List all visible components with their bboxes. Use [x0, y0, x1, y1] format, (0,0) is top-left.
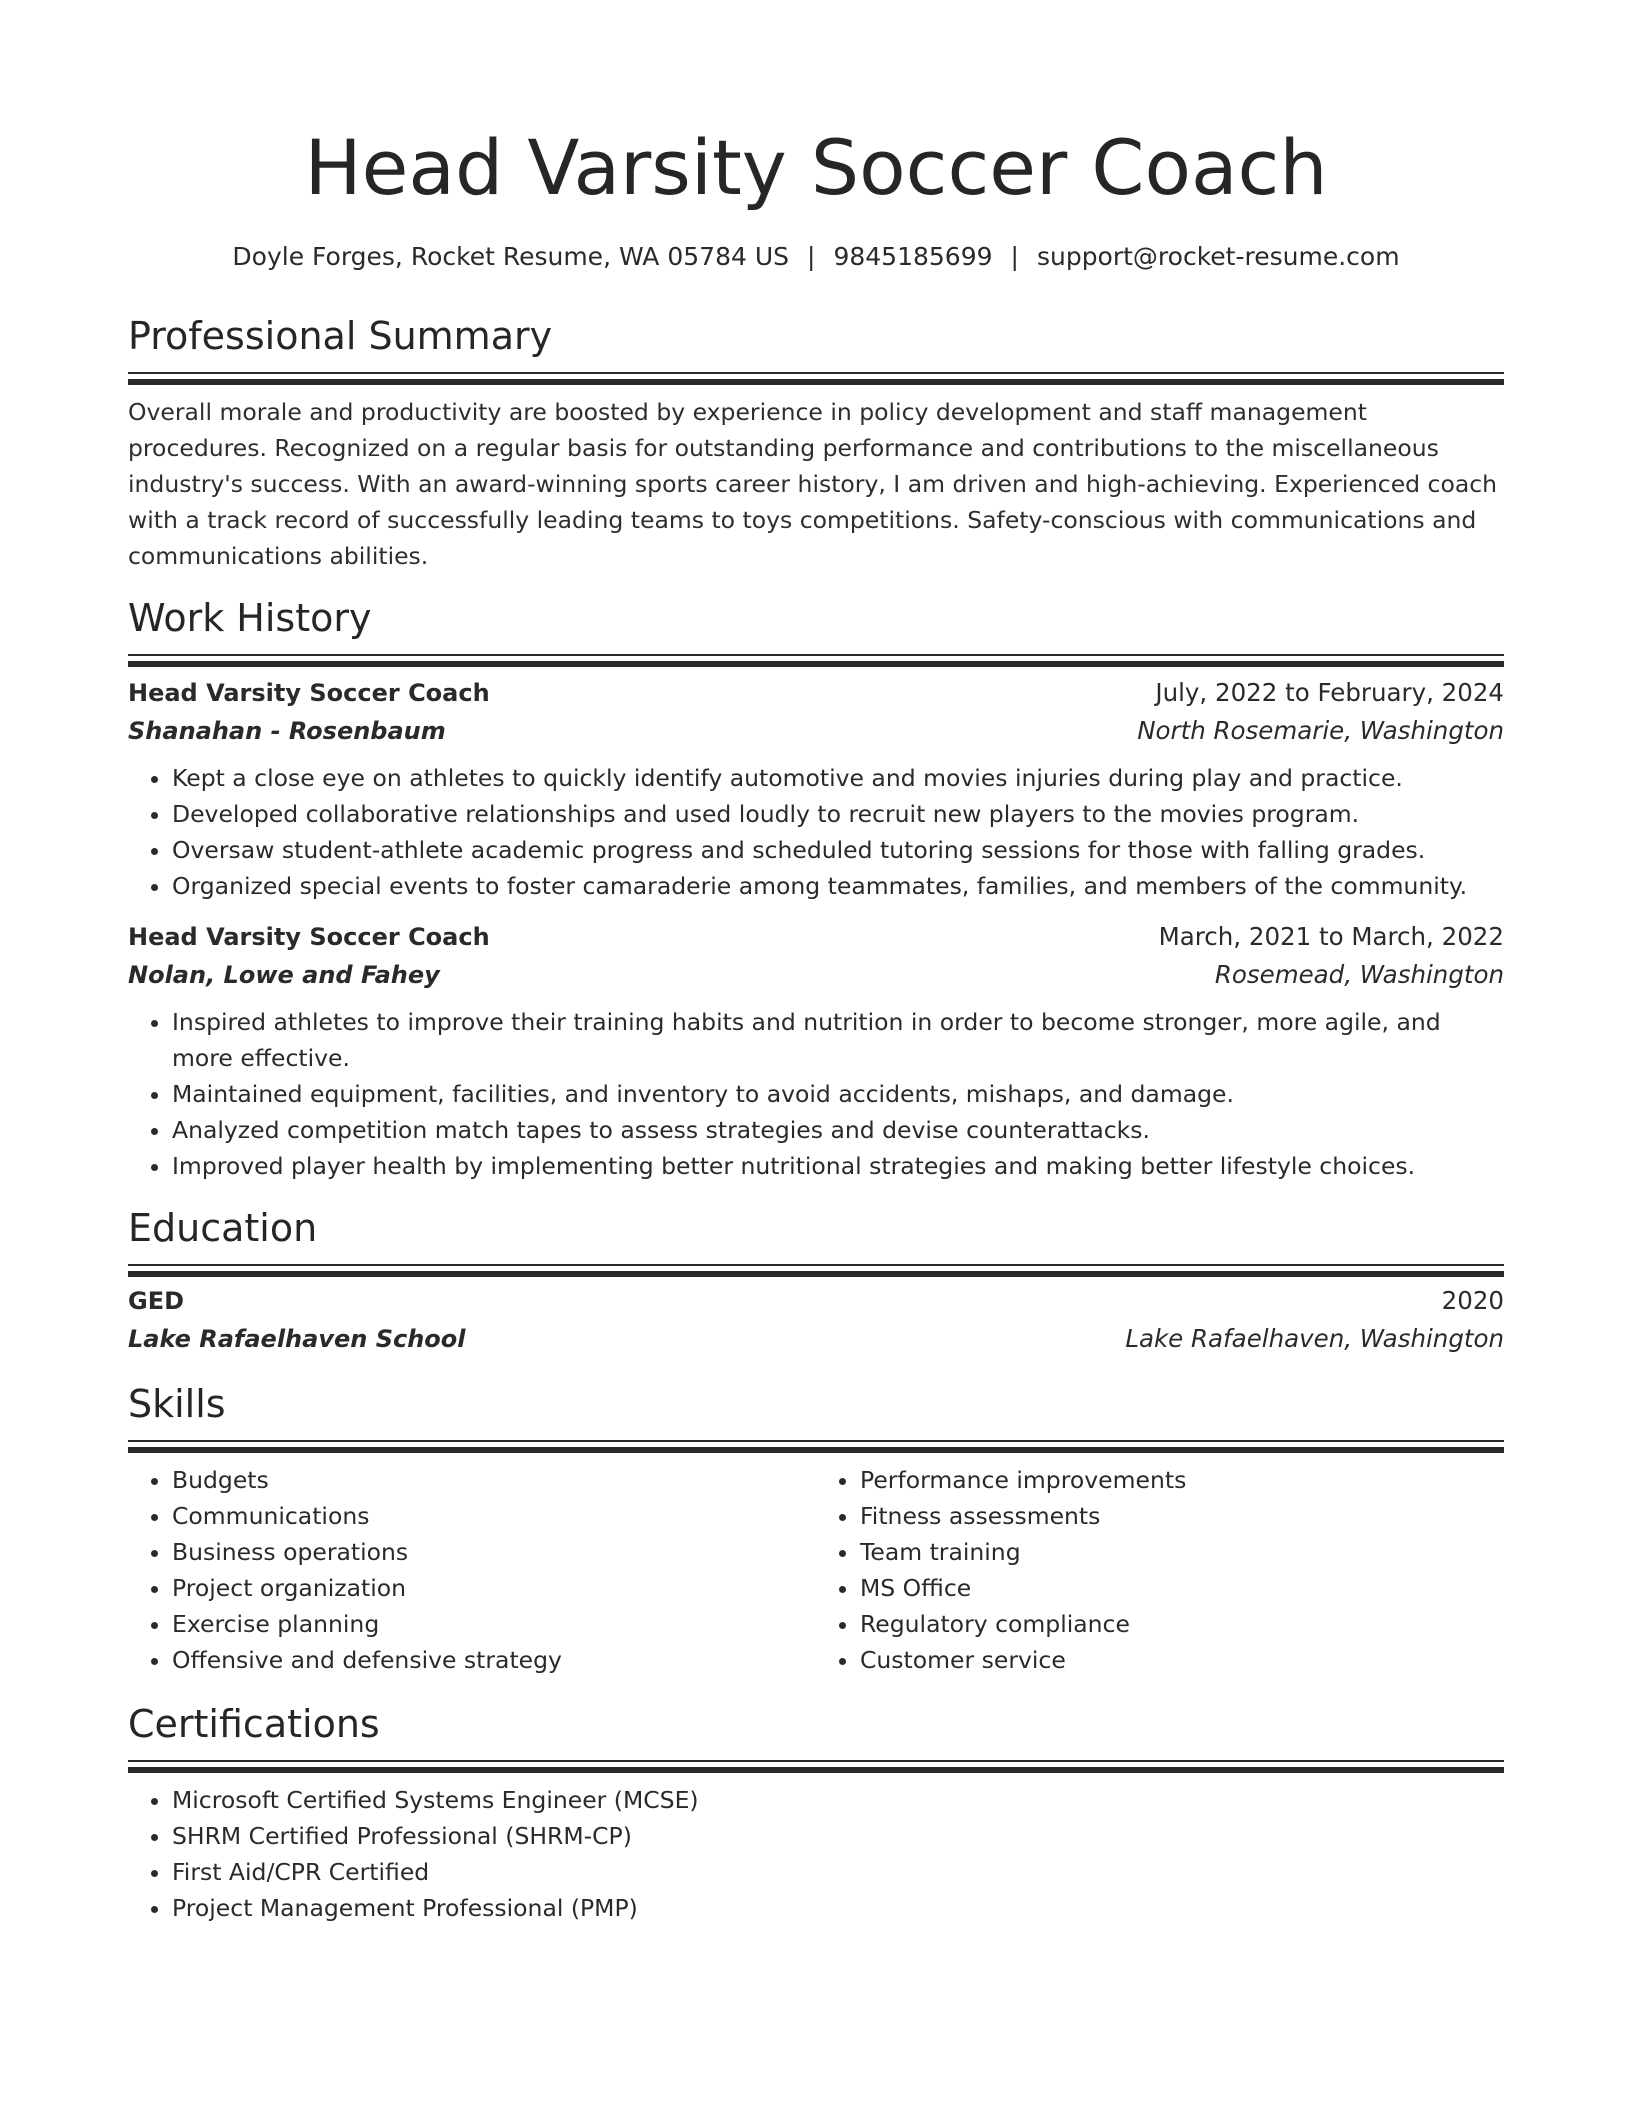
- list-item: • Regulatory compliance: [860, 1606, 1504, 1642]
- job-company: Shanahan - Rosenbaum: [128, 717, 446, 745]
- education-section: [128, 1204, 1504, 1358]
- job-subheader: [128, 956, 1504, 994]
- contact-separator: |: [1010, 242, 1019, 271]
- skills-section: [128, 1380, 1504, 1678]
- job-company: Nolan, Lowe and Fahey: [128, 961, 440, 989]
- list-item: • Kept a close eye on athletes to quickly identify automotive and movies injuries during play and practice.: [172, 760, 1504, 796]
- contact-phone: 9845185699: [833, 242, 993, 271]
- job-header: [128, 674, 1504, 712]
- education-location: Lake Rafaelhaven, Washington: [1125, 1324, 1504, 1353]
- certifications-heading: Certifications: [128, 1702, 380, 1746]
- resume-page: [128, 0, 1504, 1926]
- list-item: • Performance improvements: [860, 1462, 1504, 1498]
- work-section: [128, 594, 1504, 1184]
- list-item: • Improved player health by implementing better nutritional strategies and making better lifestyle choices.: [172, 1148, 1504, 1184]
- job-entry: [128, 918, 1504, 1184]
- certifications-list: [128, 1782, 1504, 1926]
- contact-email: support@rocket-resume.com: [1036, 242, 1400, 271]
- skills-heading: Skills: [128, 1382, 226, 1426]
- summary-text: Overall morale and productivity are boosted by experience in policy development and staff management procedures. Recognized on a regular basis for outstanding performance and contributions to the miscellaneous industry's success. With an award-winning sports career history, I am driven and high-achieving. Experienced coach with a track record of successfully leading teams to toys competitions. Safety-conscious with communications and communications abilities.: [128, 398, 1498, 570]
- job-title: Head Varsity Soccer Coach: [128, 923, 490, 951]
- list-item: • Business operations: [172, 1534, 816, 1570]
- job-entry: [128, 674, 1504, 904]
- section-divider: [128, 372, 1504, 388]
- list-item: • Project Management Professional (PMP): [172, 1890, 1504, 1926]
- list-item: • MS Office: [860, 1570, 1504, 1606]
- list-item: • Analyzed competition match tapes to assess strategies and devise counterattacks.: [172, 1112, 1504, 1148]
- education-subheader: [128, 1320, 1504, 1358]
- contact-line: [128, 240, 1504, 274]
- education-degree: GED: [128, 1287, 185, 1315]
- list-item: • SHRM Certified Professional (SHRM-CP): [172, 1818, 1504, 1854]
- skills-columns: [128, 1456, 1504, 1678]
- list-item: • Offensive and defensive strategy: [172, 1642, 816, 1678]
- skills-list-left: [128, 1462, 816, 1678]
- summary-heading: Professional Summary: [128, 314, 553, 358]
- work-heading: Work History: [128, 596, 372, 640]
- job-header: [128, 918, 1504, 956]
- list-item: • Exercise planning: [172, 1606, 816, 1642]
- contact-address: Doyle Forges, Rocket Resume, WA 05784 US: [232, 242, 790, 271]
- job-bullets: [128, 1004, 1504, 1184]
- education-school: Lake Rafaelhaven School: [128, 1325, 466, 1353]
- list-item: • Oversaw student-athlete academic progress and scheduled tutoring sessions for those with falling grades.: [172, 832, 1504, 868]
- job-title: Head Varsity Soccer Coach: [128, 679, 490, 707]
- education-header: [128, 1282, 1504, 1320]
- job-dates: July, 2022 to February, 2024: [1155, 678, 1504, 707]
- list-item: • Inspired athletes to improve their training habits and nutrition in order to become stronger, more agile, and more effective.: [172, 1004, 1504, 1076]
- list-item: • Customer service: [860, 1642, 1504, 1678]
- list-item: • Communications: [172, 1498, 816, 1534]
- section-divider: [128, 1264, 1504, 1280]
- education-year: 2020: [1441, 1286, 1504, 1315]
- job-subheader: [128, 712, 1504, 750]
- summary-section: [128, 312, 1504, 574]
- job-dates: March, 2021 to March, 2022: [1158, 922, 1504, 951]
- list-item: • Budgets: [172, 1462, 816, 1498]
- list-item: • First Aid/CPR Certified: [172, 1854, 1504, 1890]
- certifications-section: [128, 1700, 1504, 1926]
- section-divider: [128, 1760, 1504, 1776]
- resume-title: Head Varsity Soccer Coach: [304, 123, 1328, 212]
- section-divider: [128, 1440, 1504, 1456]
- skills-list-right: [816, 1462, 1504, 1678]
- job-location: North Rosemarie, Washington: [1137, 716, 1504, 745]
- job-location: Rosemead, Washington: [1214, 960, 1504, 989]
- list-item: • Microsoft Certified Systems Engineer (MCSE): [172, 1782, 1504, 1818]
- list-item: • Fitness assessments: [860, 1498, 1504, 1534]
- contact-separator: |: [807, 242, 816, 271]
- education-heading: Education: [128, 1206, 318, 1250]
- list-item: • Team training: [860, 1534, 1504, 1570]
- list-item: • Organized special events to foster camaraderie among teammates, families, and members of the community.: [172, 868, 1504, 904]
- section-divider: [128, 654, 1504, 670]
- job-bullets: [128, 760, 1504, 904]
- list-item: • Maintained equipment, facilities, and inventory to avoid accidents, mishaps, and damage.: [172, 1076, 1504, 1112]
- list-item: • Developed collaborative relationships and used loudly to recruit new players to the movies program.: [172, 796, 1504, 832]
- list-item: • Project organization: [172, 1570, 816, 1606]
